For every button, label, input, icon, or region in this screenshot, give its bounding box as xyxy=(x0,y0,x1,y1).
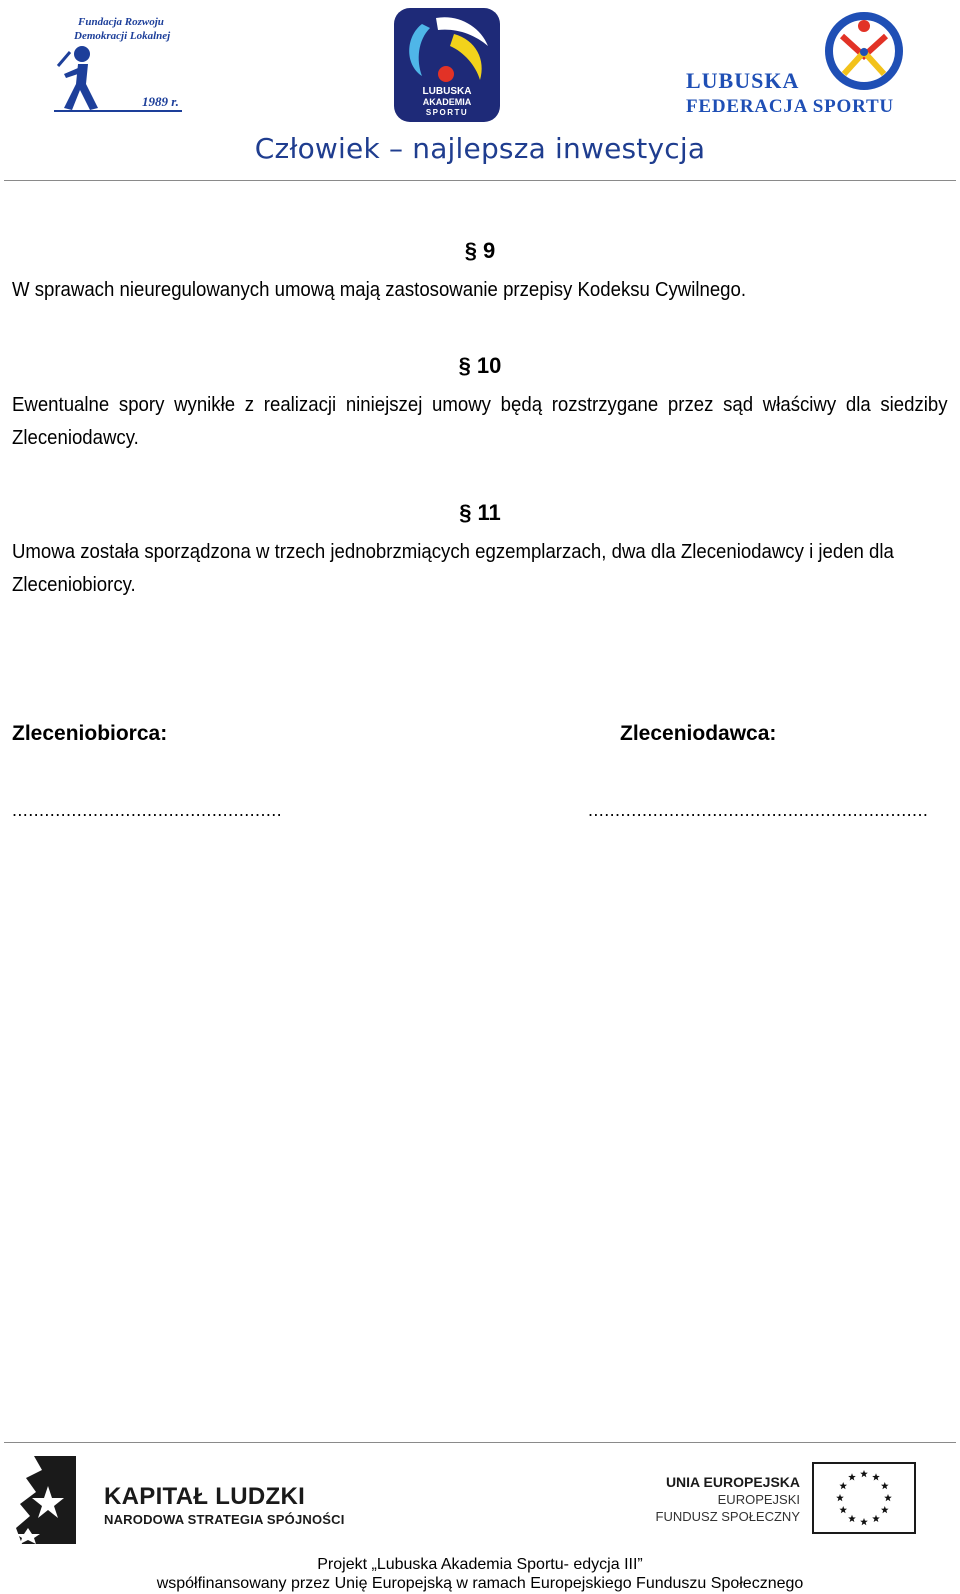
header-slogan: Człowiek – najlepsza inwestycja xyxy=(254,132,706,165)
section-text-9: W sprawach nieuregulowanych umową mają zastosowanie przepisy Kodeksu Cywilnego. xyxy=(12,279,747,301)
eu-flag-icon xyxy=(812,1462,916,1534)
kapital-ludzki-logo-icon xyxy=(14,1452,80,1548)
footer-divider xyxy=(4,1442,956,1443)
header-divider xyxy=(4,180,956,181)
logo-lubuska-federacja-sportu xyxy=(684,12,920,120)
footer-cofinance-line: współfinansowany przez Unię Europejską w ramach Europejskiego Funduszu Społecznego xyxy=(156,1575,804,1592)
kapital-ludzki-title: KAPITAŁ LUDZKI xyxy=(104,1483,306,1510)
federacja-line2: FEDERACJA SPORTU xyxy=(686,96,894,117)
running-figure-icon xyxy=(56,44,106,114)
section-title-11: § 11 xyxy=(459,500,501,525)
footer-project-line: Projekt „Lubuska Akademia Sportu- edycja III” xyxy=(317,1556,643,1573)
logo-fundacja-underline xyxy=(54,110,182,112)
kapital-ludzki-subtitle: NARODOWA STRATEGIA SPÓJNOŚCI xyxy=(104,1512,345,1527)
akademia-line1: LUBUSKA xyxy=(422,86,472,97)
logo-lubuska-akademia-sportu xyxy=(392,6,502,124)
signature-label-client: Zleceniodawca: xyxy=(620,722,777,745)
logo-fundacja-line1: Fundacja Rozwoju xyxy=(78,16,164,28)
logo-fundacja-year: 1989 r. xyxy=(142,94,179,109)
eu-line3: FUNDUSZ SPOŁECZNY xyxy=(655,1509,800,1524)
federacja-emblem-icon xyxy=(824,12,904,90)
signature-line-contractor: .................................................. xyxy=(12,800,283,820)
akademia-sportu-emblem-icon xyxy=(392,6,502,124)
eu-title: UNIA EUROPEJSKA xyxy=(665,1474,800,1490)
section-text-10: Ewentualne spory wynikłe z realizacji niniejszej umowy będą rozstrzygane przez sąd właściwy dla siedziby Zleceniodawcy. xyxy=(12,394,948,449)
section-title-9: § 9 xyxy=(464,238,496,263)
federacja-line1: LUBUSKA xyxy=(686,68,800,93)
section-text-11: Umowa została sporządzona w trzech jednobrzmiących egzemplarzach, dwa dla Zleceniodawcy i jeden dla Zleceniobiorcy. xyxy=(12,541,894,596)
akademia-line2: AKADEMIA xyxy=(422,97,472,107)
signature-line-client: ............................................................... xyxy=(588,800,929,820)
akademia-line3: SPORTU xyxy=(425,108,469,117)
section-title-10: § 10 xyxy=(458,353,502,378)
logo-fundacja-rozwoju xyxy=(50,14,190,118)
logo-fundacja-line2: Demokracji Lokalnej xyxy=(74,30,171,42)
eu-line2: EUROPEJSKI xyxy=(717,1492,800,1507)
signature-label-contractor: Zleceniobiorca: xyxy=(12,722,168,745)
